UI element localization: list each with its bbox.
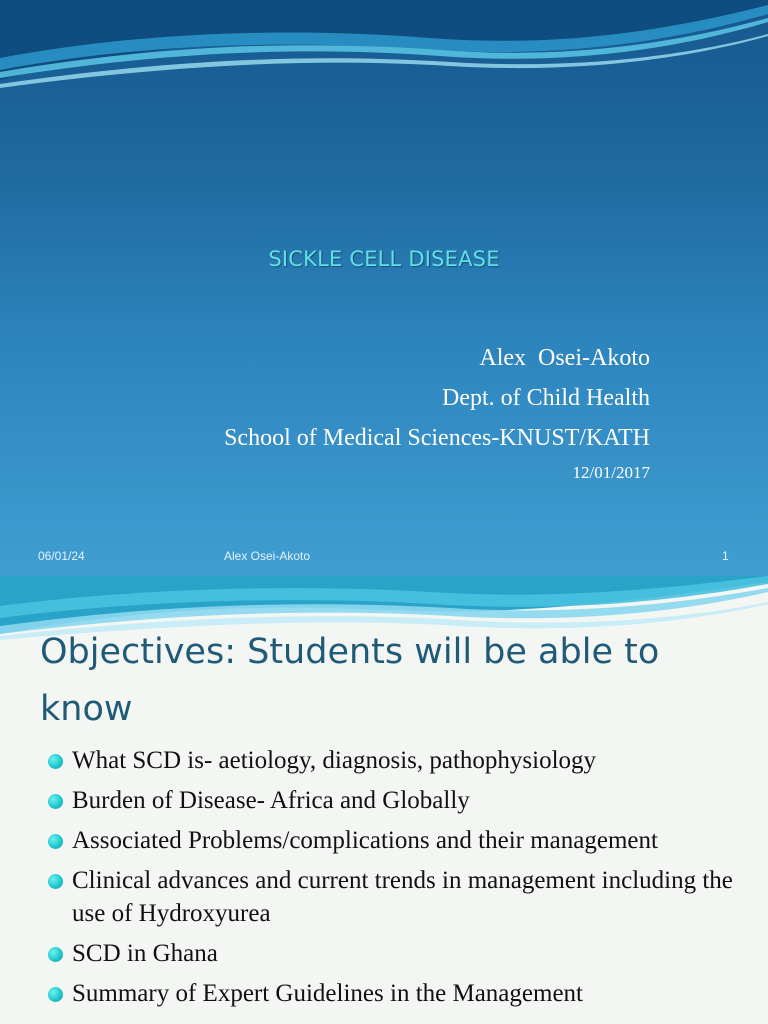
bullet-dot-icon — [48, 754, 63, 769]
list-item-text: Associated Problems/complications and their management — [72, 827, 658, 854]
list-item — [48, 744, 748, 777]
slide-title: SICKLE CELL DISEASE — [268, 247, 500, 271]
list-item-text: Clinical advances and current trends in management including the use of Hydroxyurea — [72, 867, 733, 927]
list-item — [48, 784, 748, 817]
objectives-list — [48, 744, 748, 1017]
list-item — [48, 937, 748, 970]
list-item — [48, 864, 748, 930]
list-item — [48, 977, 748, 1010]
objectives-slide — [0, 576, 768, 1024]
bullet-dot-icon — [48, 794, 63, 809]
wave-decoration — [0, 0, 768, 110]
school: School of Medical Sciences-KNUST/KATH — [224, 425, 650, 451]
list-item-text: Burden of Disease- Africa and Globally — [72, 787, 470, 814]
list-item — [48, 824, 748, 857]
footer-page-number: 1 — [722, 549, 729, 563]
list-item-text: Summary of Expert Guidelines in the Management — [72, 980, 583, 1007]
list-item-text: What SCD is- aetiology, diagnosis, pathophysiology — [72, 747, 597, 774]
bullet-dot-icon — [48, 987, 63, 1002]
bullet-dot-icon — [48, 947, 63, 962]
bullet-dot-icon — [48, 834, 63, 849]
bullet-dot-icon — [48, 874, 63, 889]
slide-title: Objectives: Students will be able to know — [40, 632, 660, 729]
author-name: Alex Osei-Akoto — [479, 345, 650, 371]
department: Dept. of Child Health — [442, 385, 650, 411]
list-item-text: SCD in Ghana — [72, 940, 218, 967]
footer-author: Alex Osei-Akoto — [224, 549, 311, 563]
presentation-date: 12/01/2017 — [572, 463, 650, 482]
presenter-info — [224, 338, 650, 488]
footer-date: 06/01/24 — [38, 549, 85, 563]
